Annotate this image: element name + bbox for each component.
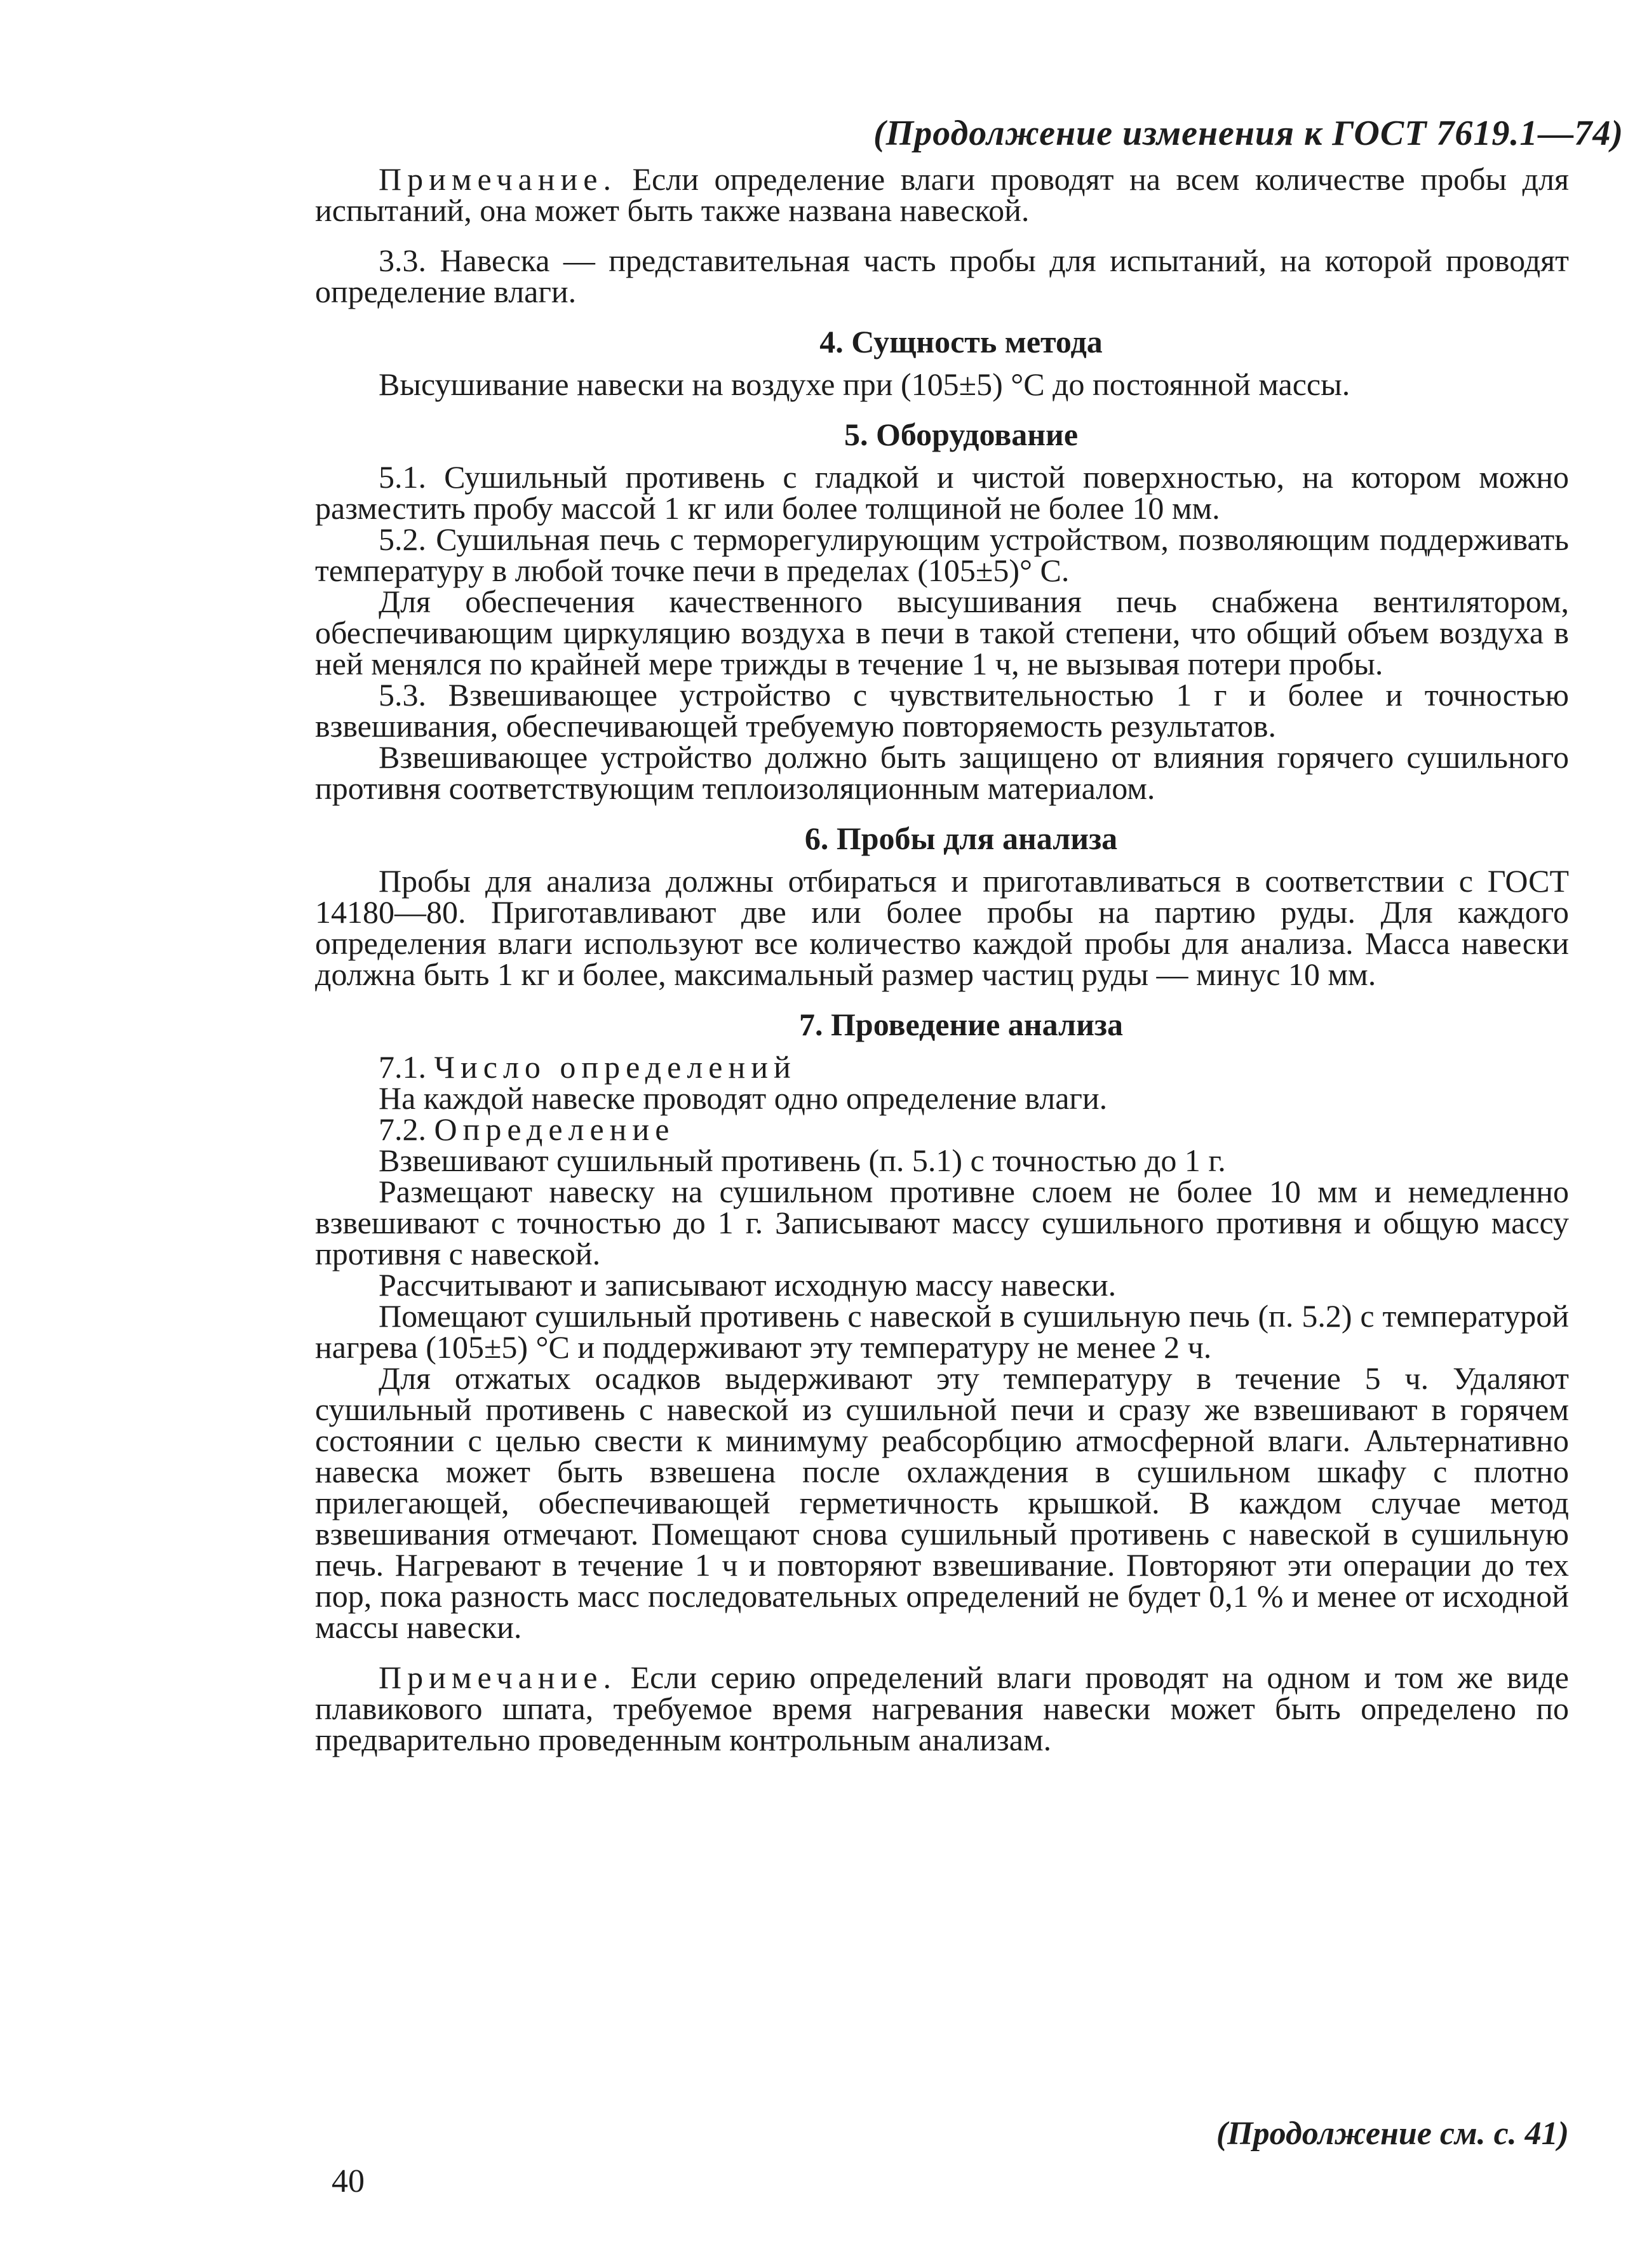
procedure-paragraph-5: Для отжатых осадков выдерживают эту температуру в течение 5 ч. Удаляют сушильный противень с навеской из сушильной печи и сразу же взвешивают в горячем состоянии с целью свести к минимуму реабсорбцию атмосферной влаги. Альтернативно навеска может быть взвешена после охлаждения в сушильном шкафу с плотно прилегающей, обеспечивающей герметичность крышкой. В каждом случае метод взвешивания отмечают. Помещают снова сушильный противень с навеской в сушильную печь. Нагревают в течение 1 ч и повторяют взвешивание. Повторяют эти операции до тех пор, пока разность масс последовательных определений не будет 0,1 % и менее от исходной массы навески. — [315, 1360, 1569, 1645]
note-paragraph — [315, 161, 1569, 228]
procedure-paragraph-3: Рассчитывают и записывают исходную массу навески. — [379, 1267, 1117, 1303]
continuation-header: (Продолжение изменения к ГОСТ 7619.1—74) — [873, 114, 1624, 153]
clause-5-3: 5.3. Взвешивающее устройство с чувствительностью 1 г и более и точностью взвешивания, обеспечивающей требуемую повторяемость результатов. — [315, 677, 1569, 744]
note-paragraph-2 — [315, 1662, 1569, 1755]
note-label-2: Примечание. — [379, 1660, 617, 1695]
document-body — [315, 161, 1569, 1757]
clause-5-3-insulation: Взвешивающее устройство должно быть защищено от влияния горячего сушильного противня соответствующим теплоизоляционным материалом. — [315, 739, 1569, 806]
note-text-2: Если серию определений влаги проводят на одном и том же виде плавикового шпата, требуемое время нагревания навески может быть определено по предварительно проведенным контрольным анализам. — [315, 1660, 1569, 1757]
section-4-title: 4. Сущность метода — [819, 324, 1103, 359]
procedure-paragraph-1: Взвешивают сушильный противень (п. 5.1) с точностью до 1 г. — [379, 1143, 1226, 1178]
clause-7-2 — [315, 1111, 1569, 1147]
clause-5-2-ventilation: Для обеспечения качественного высушивания печь снабжена вентилятором, обеспечивающим циркуляцию воздуха в печи в такой степени, что общий объем воздуха в ней менялся по крайней мере трижды в течение 1 ч, не вызывая потери пробы. — [315, 584, 1569, 681]
clause-7-2-number: 7.2. — [379, 1111, 426, 1147]
clause-7-1-text: На каждой навеске проводят одно определение влаги. — [379, 1080, 1108, 1116]
note-label: Примечание. — [379, 161, 617, 197]
section-6-title: 6. Пробы для анализа — [804, 821, 1118, 856]
clause-7-2-label: Определение — [434, 1111, 675, 1147]
clause-5-2: 5.2. Сушильная печь с терморегулирующим устройством, позволяющим поддерживать температуру в любой точке печи в пределах (105±5)° С. — [315, 521, 1569, 588]
clause-3-3: 3.3. Навеска — представительная часть пробы для испытаний, на которой проводят определение влаги. — [315, 243, 1569, 309]
section-7-title: 7. Проведение анализа — [799, 1007, 1123, 1042]
section-6-text: Пробы для анализа должны отбираться и приготавливаться в соответствии с ГОСТ 14180—80. Приготавливают две или более пробы на партию руды. Для каждого определения влаги используют все количество каждой пробы для анализа. Масса навески должна быть 1 кг и более, максимальный размер частиц руды — минус 10 мм. — [315, 863, 1569, 992]
clause-7-1-label: Число определений — [434, 1049, 797, 1085]
continuation-footer: (Продолжение см. с. 41) — [1216, 2116, 1569, 2152]
section-5-title: 5. Оборудование — [844, 417, 1079, 452]
procedure-paragraph-2: Размещают навеску на сушильном противне слоем не более 10 мм и немедленно взвешивают с точностью до 1 г. Записывают массу сушильного противня и общую массу противня с навеской. — [315, 1174, 1569, 1272]
section-4-text: Высушивание навески на воздухе при (105±5) °С до постоянной массы. — [379, 366, 1350, 402]
page-number: 40 — [332, 2163, 365, 2199]
clause-7-1-number: 7.1. — [379, 1049, 426, 1085]
clause-5-1: 5.1. Сушильный противень с гладкой и чистой поверхностью, на котором можно разместить пробу массой 1 кг или более толщиной не более 10 мм. — [315, 459, 1569, 526]
procedure-paragraph-4: Помещают сушильный противень с навеской в сушильную печь (п. 5.2) с температурой нагрева (105±5) °С и поддерживают эту температуру не менее 2 ч. — [315, 1298, 1569, 1365]
clause-7-1 — [315, 1049, 1569, 1085]
note-text: Если определение влаги проводят на всем количестве пробы для испытаний, она может быть также названа навеской. — [315, 161, 1569, 228]
